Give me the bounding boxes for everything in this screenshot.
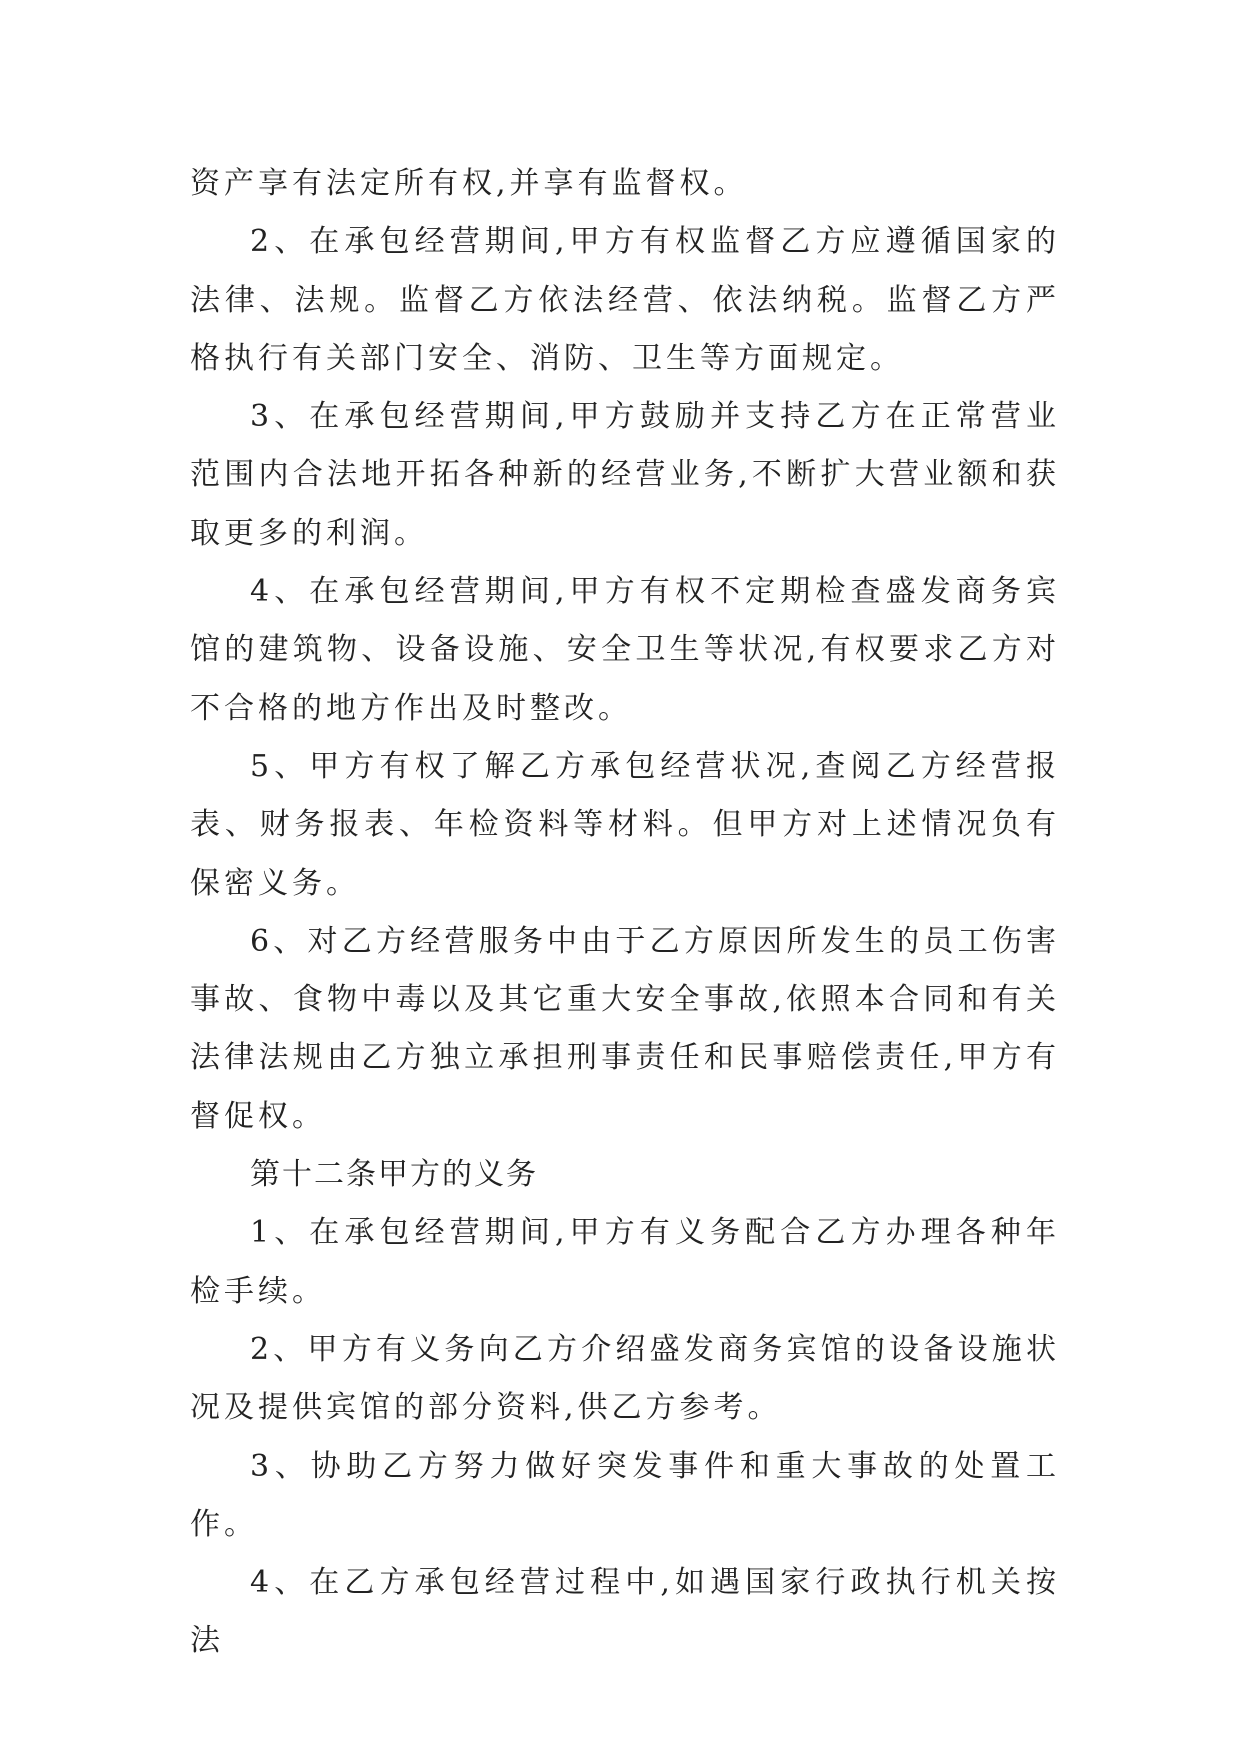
paragraph-item-4: 4、在承包经营期间,甲方有权不定期检查盛发商务宾馆的建筑物、设备设施、安全卫生等状况,有权要求乙方对不合格的地方作出及时整改。 — [190, 574, 1060, 726]
paragraph-item-3: 3、在承包经营期间,甲方鼓励并支持乙方在正常营业范围内合法地开拓各种新的经营业务,不断扩大营业额和获取更多的利润。 — [190, 399, 1060, 551]
paragraph-item-6: 6、对乙方经营服务中由于乙方原因所发生的员工伤害事故、食物中毒以及其它重大安全事故,依照本合同和有关法律法规由乙方独立承担刑事责任和民事赔偿责任,甲方有督促权。 — [190, 923, 1060, 1134]
paragraph-item-5: 5、甲方有权了解乙方承包经营状况,查阅乙方经营报表、财务报表、年检资料等材料。但甲方对上述情况负有保密义务。 — [190, 748, 1060, 901]
obligation-item-3: 3、协助乙方努力做好突发事件和重大事故的处置工作。 — [190, 1448, 1060, 1542]
obligation-item-4: 4、在乙方承包经营过程中,如遇国家行政执行机关按法 — [190, 1565, 1060, 1659]
document-body — [190, 155, 1060, 1671]
paragraph-continuation: 资产享有法定所有权,并享有监督权。 — [190, 166, 748, 201]
paragraph-item-2: 2、在承包经营期间,甲方有权监督乙方应遵循国家的法律、法规。监督乙方依法经营、依法纳税。监督乙方严格执行有关部门安全、消防、卫生等方面规定。 — [190, 224, 1060, 376]
section-heading: 第十二条甲方的义务 — [250, 1157, 538, 1193]
obligation-item-1: 1、在承包经营期间,甲方有义务配合乙方办理各种年检手续。 — [190, 1215, 1060, 1309]
obligation-item-2: 2、甲方有义务向乙方介绍盛发商务宾馆的设备设施状况及提供宾馆的部分资料,供乙方参考。 — [190, 1331, 1060, 1426]
